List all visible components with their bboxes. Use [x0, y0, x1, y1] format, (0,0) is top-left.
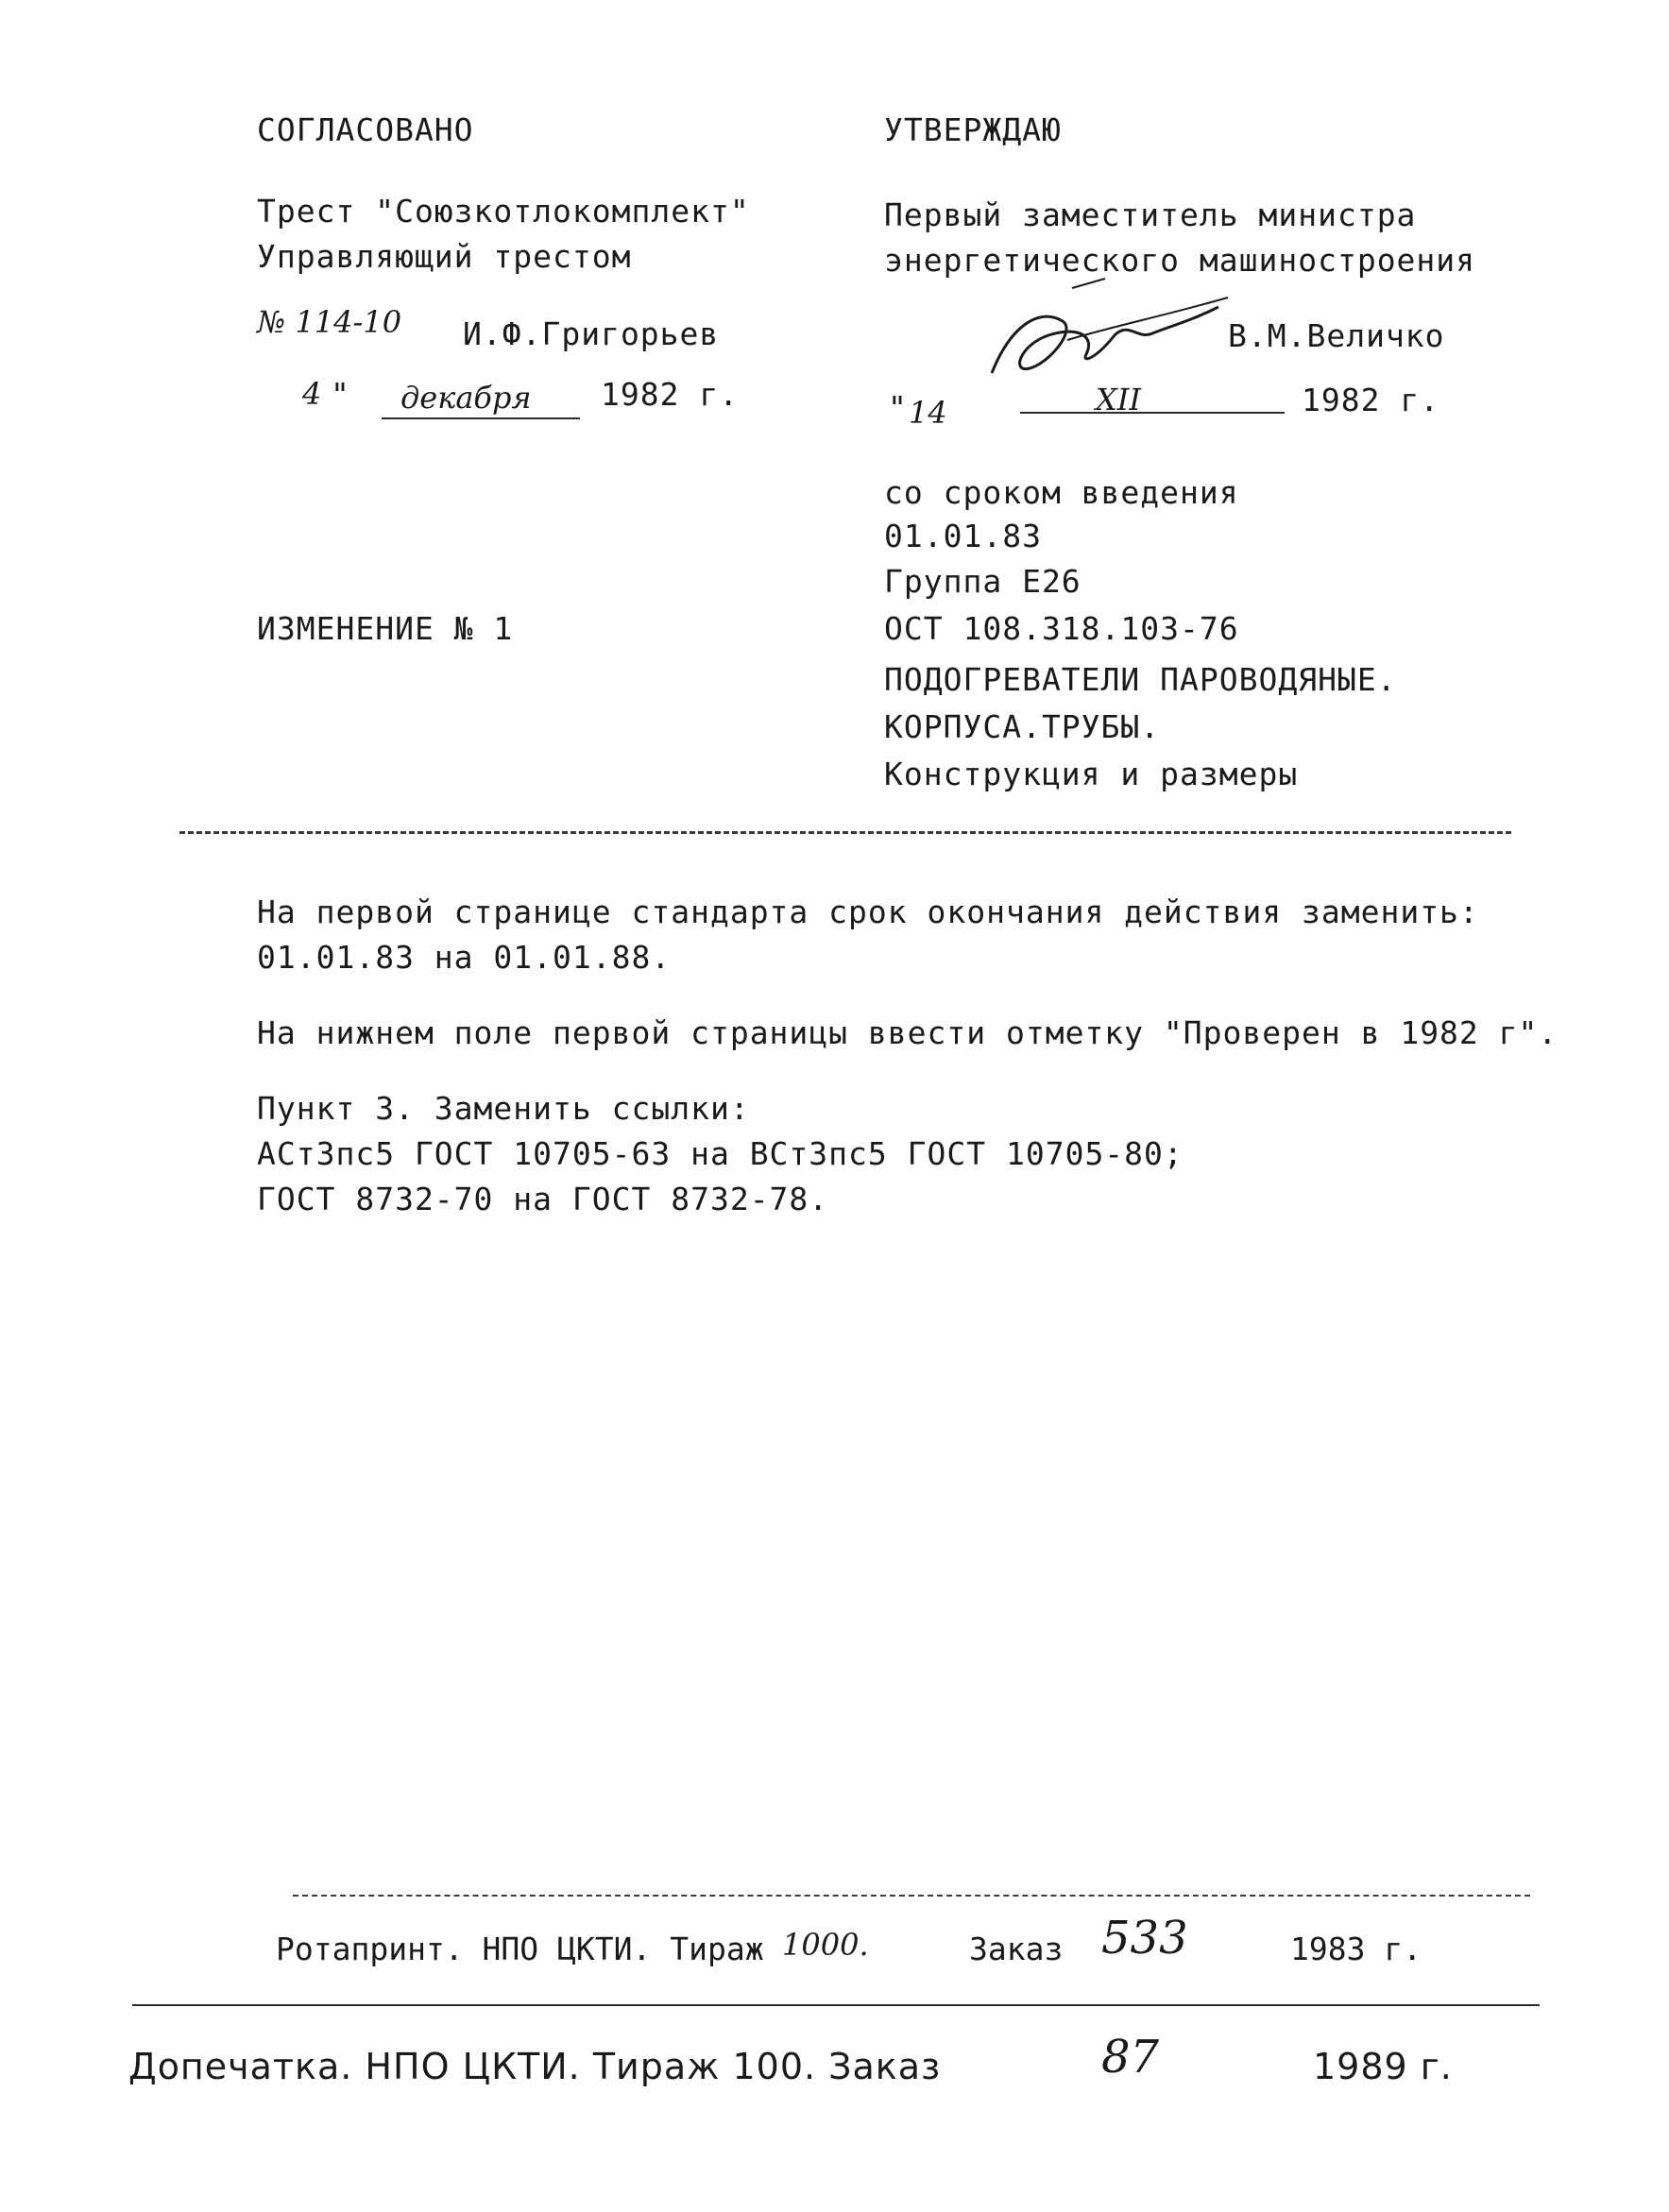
- footer-line2-text: Допечатка. НПО ЦКТИ. Тираж 100. Заказ: [128, 2046, 942, 2087]
- left-ref-number: № 114-10: [257, 304, 402, 340]
- standard-title-a: ПОДОГРЕВАТЕЛИ ПАРОВОДЯНЫЕ.: [884, 661, 1397, 698]
- approval-heading-right: УТВЕРЖДАЮ: [884, 111, 1062, 148]
- standard-group: Группа Е26: [884, 563, 1081, 600]
- standard-number: ОСТ 108.318.103-76: [884, 610, 1239, 647]
- left-signatory: И.Ф.Григорьев: [463, 315, 720, 352]
- body-p3-line2: АСт3пс5 ГОСТ 10705-63 на ВСт3пс5 ГОСТ 10705-80;: [257, 1135, 1184, 1172]
- body-p3-line3: ГОСТ 8732-70 на ГОСТ 8732-78.: [257, 1181, 829, 1217]
- footer-line2-zakaz: 87: [1101, 2031, 1160, 2084]
- footer-line2-year: 1989 г.: [1313, 2046, 1453, 2087]
- body-p1-line1: На первой странице стандарта срок окончания действия заменить:: [257, 893, 1479, 930]
- left-date-quote: ": [331, 376, 350, 413]
- footer-line1-zakaz: 533: [1101, 1912, 1188, 1965]
- left-org-line2: Управляющий трестом: [257, 238, 632, 275]
- footer-line1-year: 1983 г.: [1290, 1931, 1422, 1967]
- change-label: ИЗМЕНЕНИЕ № 1: [257, 610, 514, 647]
- body-p1-line2: 01.01.83 на 01.01.88.: [257, 939, 672, 976]
- effective-date-intro: со сроком введения: [884, 474, 1239, 511]
- right-title-line1: Первый заместитель министра: [884, 196, 1417, 233]
- effective-date: 01.01.83: [884, 518, 1042, 554]
- right-title-line2: энергетического машиностроения: [884, 242, 1476, 279]
- right-date-quote: ": [888, 389, 908, 426]
- left-date-underline: [382, 417, 580, 419]
- left-date-month: декабря: [400, 380, 532, 416]
- body-p2: На нижнем поле первой страницы ввести отметку "Проверен в 1982 г".: [257, 1014, 1558, 1051]
- left-org-line1: Трест "Союзкотлокомплект": [257, 193, 750, 230]
- left-date-day: 4: [302, 376, 322, 412]
- left-date-year: 1982 г.: [601, 376, 740, 413]
- approval-heading-left: СОГЛАСОВАНО: [257, 111, 474, 148]
- footer-divider-top: [293, 1895, 1530, 1897]
- right-date-underline: [1020, 412, 1285, 414]
- standard-title-c: Конструкция и размеры: [884, 756, 1299, 792]
- body-p3-line1: Пункт 3. Заменить ссылки:: [257, 1090, 750, 1127]
- right-date-day: 14: [909, 395, 947, 431]
- right-signatory: В.М.Величко: [1228, 317, 1445, 354]
- standard-title-b: КОРПУСА.ТРУБЫ.: [884, 708, 1161, 745]
- footer-divider-bottom: [132, 2004, 1540, 2006]
- footer-line1-tirazh: 1000.: [782, 1927, 869, 1963]
- footer-line1-zakaz-label: Заказ: [969, 1931, 1064, 1967]
- header-divider: [179, 831, 1511, 834]
- footer-line1-text: Ротапринт. НПО ЦКТИ. Тираж: [276, 1931, 764, 1967]
- right-date-year: 1982 г.: [1302, 382, 1440, 418]
- right-date-month: XII: [1096, 382, 1142, 417]
